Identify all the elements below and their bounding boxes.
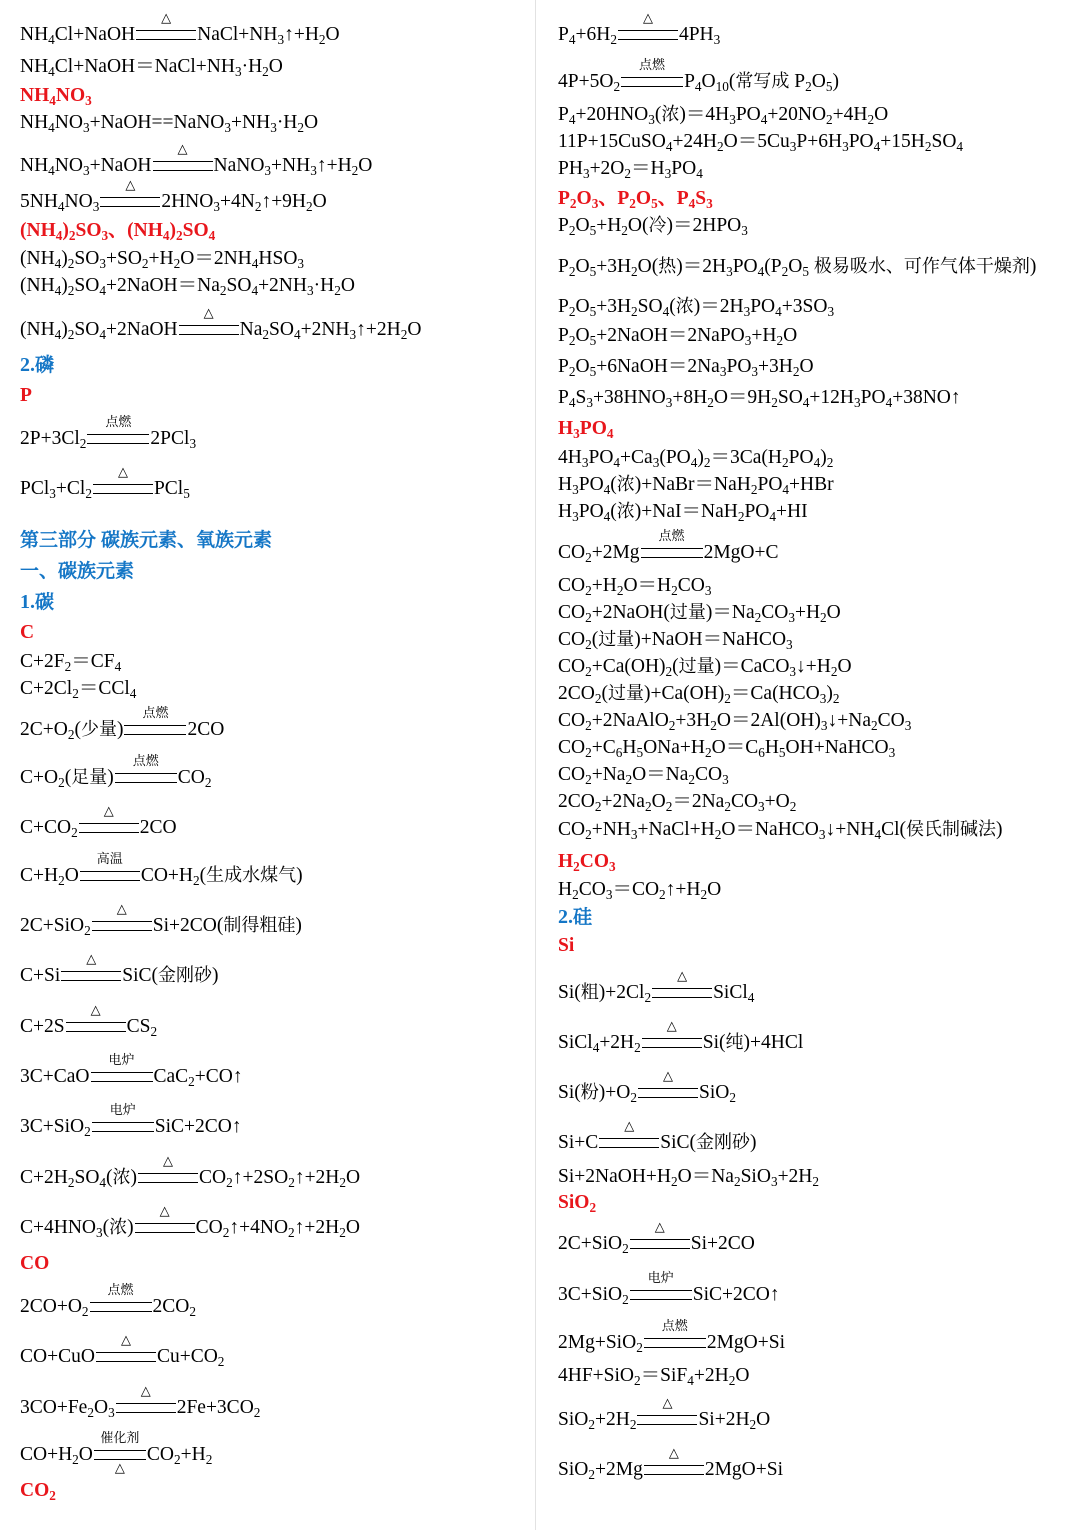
equation: $NH_4NO_3+NaOH==NaNO_3+NH_3\cdot H_2O$ — [20, 112, 319, 135]
conditional-equation — [20, 306, 422, 342]
condition-label: 点燃 — [661, 1319, 688, 1334]
conditional-equation — [20, 1204, 360, 1240]
products: $4PH_3$ — [678, 24, 721, 47]
reactants: $3CO+Fe_2O_3$ — [20, 1397, 115, 1420]
products: CaC$_2$+CO↑ — [153, 1066, 243, 1089]
condition-label: △ — [159, 1204, 170, 1219]
reaction-condition — [638, 1069, 698, 1098]
conditional-equation — [20, 902, 302, 938]
reaction-condition — [644, 1319, 706, 1348]
reactants: $P_4+6H_2$ — [558, 24, 617, 47]
condition-label: △ — [642, 11, 653, 26]
products: $NaCl+NH_3↑+H_2O$ — [197, 24, 340, 47]
equation: $H_3PO_4$(浓)$+NaI=NaH_2PO_4+HI$ — [558, 501, 808, 524]
conditional-equation — [20, 1283, 197, 1319]
compound-heading: P — [20, 385, 32, 406]
condition-label: △ — [161, 11, 172, 26]
equation: $NH_4Cl+NaOH=NaCl+NH_3\cdot H_2O$ — [20, 56, 283, 79]
products: SiC(金刚砂) — [122, 965, 219, 986]
equation: $C+2F_2=CF_4$ — [20, 651, 122, 674]
reaction-condition — [79, 804, 139, 833]
condition-label: △ — [677, 969, 688, 984]
equation: $2CO_2+2Na_2O_2=2Na_2CO_3+O_2$ — [558, 791, 797, 814]
products: SiC(金刚砂) — [660, 1132, 757, 1153]
condition-label: △ — [662, 1069, 673, 1084]
conditional-equation — [558, 1119, 757, 1155]
reaction-condition — [93, 465, 153, 494]
conditional-equation — [20, 754, 212, 790]
reaction-condition — [80, 852, 140, 881]
conditional-equation — [20, 952, 219, 988]
reaction-condition — [138, 1154, 198, 1183]
equation: $P_4+20HNO_3$(浓)$=4H_3PO_4+20NO_2+4H_2O$ — [558, 104, 889, 127]
equation: $CO_2+2NaOH$(过量)$=Na_2CO_3+H_2O$ — [558, 602, 841, 625]
conditional-equation — [558, 11, 721, 47]
equation: $P_2O_5+6NaOH=2Na_3PO_3+3H_2O$ — [558, 356, 814, 379]
reactants: $5NH_4NO_3$ — [20, 191, 100, 214]
reaction-condition — [642, 1019, 702, 1048]
products: 2MgO+Si — [706, 1332, 785, 1353]
reaction-condition — [179, 306, 239, 335]
reactants: $NH_4Cl+NaOH$ — [20, 24, 136, 47]
compound-heading: $NH_4NO_3$ — [20, 85, 92, 108]
equation: $P_2O_5+3H_2O$(热)$=2H_3PO_4(P_2O_5$ 极易吸水、可作气体干燥剂) — [558, 256, 1037, 279]
conditional-equation — [20, 1003, 158, 1039]
reactants: $PCl_3+Cl_2$ — [20, 478, 92, 501]
products: Si+2CO — [690, 1233, 755, 1254]
conditional-equation — [558, 529, 779, 565]
reaction-condition — [644, 1446, 704, 1475]
reactants: $SiO_2+2H_2$ — [558, 1409, 637, 1432]
products: 2CO — [187, 719, 225, 740]
equation: $CO_2$(过量)+NaOH＝NaHCO$_3$ — [558, 629, 793, 652]
condition-label: △ — [177, 142, 188, 157]
compound-heading: CO — [20, 1253, 50, 1274]
conditional-equation — [558, 1220, 755, 1256]
reaction-condition — [599, 1119, 659, 1148]
reaction-condition — [630, 1220, 690, 1249]
products: Si(纯)+4HCl — [702, 1032, 804, 1053]
conditional-equation — [20, 1384, 261, 1420]
condition-label: △ — [90, 1003, 101, 1018]
equation: $CO_2+H_2O=H_2CO_3$ — [558, 575, 712, 598]
conditional-equation — [20, 1333, 225, 1369]
section-heading: 第三部分 碳族元素、氧族元素 — [20, 529, 273, 551]
reaction-condition — [115, 754, 177, 783]
products: 2CO — [139, 817, 177, 838]
products: 2PCl$_3$ — [150, 428, 197, 451]
reaction-condition — [641, 529, 703, 558]
equation: $(NH_4)_2SO_4+2NaOH=Na_2SO_4+2NH_3\cdot H_2O$ — [20, 275, 355, 298]
reactants: $2CO+O_2$ — [20, 1296, 89, 1319]
conditional-equation — [20, 804, 177, 840]
products: $CO_2+H_2$ — [146, 1444, 213, 1467]
reactants: 2C+SiO$_2$ — [558, 1233, 629, 1256]
reactants: C+2S — [20, 1016, 65, 1037]
reactants: Si+C — [558, 1132, 599, 1153]
equation: $P_2O_5+2NaOH=2NaPO_3+H_2O$ — [558, 325, 798, 348]
conditional-equation — [558, 1446, 784, 1482]
conditional-equation — [558, 1069, 736, 1105]
conditional-equation — [558, 969, 755, 1005]
reactants: 2Mg+SiO$_2$ — [558, 1332, 643, 1355]
products: $Cu+CO_2$ — [156, 1346, 225, 1369]
compound-heading: $CO_2$ — [20, 1480, 56, 1503]
conditional-equation — [20, 1053, 243, 1089]
column-divider — [535, 0, 536, 1530]
products: $CO_2↑+4NO_2↑+2H_2O$ — [195, 1217, 360, 1240]
conditional-equation — [558, 1396, 771, 1432]
products: $Na_2SO_4+2NH_3↑+2H_2O$ — [239, 319, 422, 342]
equation: $CO_2+C_6H_5ONa+H_2O=C_6H_5OH+NaHCO_3$ — [558, 737, 896, 760]
condition-label: 催化剂 — [100, 1431, 140, 1446]
condition-label: 点燃 — [132, 754, 159, 769]
products: $2HNO_3+4N_2↑+9H_2O$ — [161, 191, 327, 214]
reaction-condition — [92, 902, 152, 931]
condition-label: △ — [662, 1396, 673, 1411]
condition-label: △ — [116, 902, 127, 917]
condition-label: 点燃 — [107, 1283, 134, 1298]
condition-label: △ — [140, 1384, 151, 1399]
condition-label: △ — [86, 952, 97, 967]
conditional-equation — [20, 142, 373, 178]
equation: $P_2O_5+H_2O$(冷)$=2HPO_3$ — [558, 215, 748, 238]
equation: $H_3PO_4$(浓)$+NaBr=NaH_2PO_4+HBr$ — [558, 474, 834, 497]
reaction-condition — [90, 1283, 152, 1312]
reactants: Si(粉)$+O_2$ — [558, 1082, 637, 1105]
equation: $P_4S_3+38HNO_3+8H_2O=9H_2SO_4+12H_3PO_4+38NO↑$ — [558, 387, 961, 410]
condition-label: 点燃 — [639, 58, 666, 73]
products: SiC+2CO↑ — [692, 1284, 780, 1305]
condition-label: △ — [163, 1154, 174, 1169]
section-heading: 2.硅 — [558, 906, 593, 928]
products: SiCl$_4$ — [713, 982, 755, 1005]
products: Si+2CO(制得粗硅) — [152, 915, 302, 936]
products: 2MgO+Si — [704, 1459, 784, 1480]
condition-sub-label: △ — [114, 1461, 125, 1476]
condition-label: 电炉 — [109, 1103, 136, 1118]
reaction-condition — [96, 1333, 156, 1362]
products: 2MgO+C — [703, 542, 779, 563]
section-heading: 一、碳族元素 — [20, 560, 135, 582]
condition-label: 点燃 — [658, 529, 685, 544]
equation: $2CO_2$(过量)$+Ca(OH)_2=Ca(HCO_3)_2$ — [558, 683, 840, 706]
equation: $CO_2+NH_3+NaCl+H_2O=NaHCO_3↓+NH_4Cl$(侯氏制碱法) — [558, 819, 1003, 842]
condition-label: 电炉 — [108, 1053, 135, 1068]
conditional-equation — [20, 415, 197, 451]
reaction-condition — [91, 1053, 153, 1082]
conditional-equation — [20, 1154, 361, 1190]
reaction-condition — [621, 58, 683, 87]
reactants: $4P+5O_2$ — [558, 71, 621, 94]
condition-label: △ — [120, 1333, 131, 1348]
conditional-equation — [558, 1271, 780, 1307]
reactants: $C+2H_2SO_4$(浓) — [20, 1167, 138, 1190]
conditional-equation — [558, 1319, 785, 1355]
reactants: Si(粗)$+2Cl_2$ — [558, 982, 652, 1005]
condition-label: △ — [117, 465, 128, 480]
reactants: $C+O_2$(足量) — [20, 767, 114, 790]
section-heading: 1.碳 — [20, 591, 55, 613]
conditional-equation — [20, 1431, 213, 1476]
equation: $C+2Cl_2=CCl_4$ — [20, 678, 137, 701]
reactants: 3C+SiO$_2$ — [20, 1116, 91, 1139]
condition-label: 电炉 — [647, 1271, 674, 1286]
conditional-equation — [20, 852, 303, 888]
products: $NaNO_3+NH_3↑+H_2O$ — [213, 155, 373, 178]
conditional-equation — [20, 1103, 242, 1139]
products: PCl$_5$ — [153, 478, 190, 501]
products: $CO+H_2$(生成水煤气) — [140, 865, 303, 888]
conditional-equation — [558, 1019, 804, 1055]
products: SiO$_2$ — [698, 1082, 736, 1105]
condition-label: 点燃 — [142, 706, 169, 721]
equation: $4HF+SiO_2=SiF_4+2H_2O$ — [558, 1365, 750, 1388]
condition-label: △ — [103, 804, 114, 819]
reactants: $C+4HNO_3$(浓) — [20, 1217, 134, 1240]
condition-label: △ — [125, 178, 136, 193]
reaction-condition — [100, 178, 160, 207]
equation: $Si+2NaOH+H_2O=Na_2SiO_3+2H_2$ — [558, 1166, 820, 1189]
equation: $CO_2+2NaAlO_2+3H_2O=2Al(OH)_3↓+Na_2CO_3$ — [558, 710, 912, 733]
products: $2CO_2$ — [152, 1296, 197, 1319]
condition-label: △ — [624, 1119, 635, 1134]
products: $2Fe+3CO_2$ — [176, 1397, 261, 1420]
condition-label: 点燃 — [105, 415, 132, 430]
reactants: $C+H_2O$ — [20, 865, 79, 888]
reactants: C+Si — [20, 965, 61, 986]
reaction-condition — [136, 11, 196, 40]
reactants: $NH_4NO_3+NaOH$ — [20, 155, 152, 178]
compound-heading: $P_2O_3$、$P_2O_5$、$P_4S_3$ — [558, 187, 713, 211]
reaction-condition — [630, 1271, 692, 1300]
products: $CS_2$ — [126, 1016, 158, 1039]
reactants: SiO$_2$+2Mg — [558, 1459, 643, 1482]
equation: $H_2CO_3=CO_2↑+H_2O$ — [558, 879, 722, 902]
condition-label: △ — [666, 1019, 677, 1034]
reactants: $CO_2+2Mg$ — [558, 542, 640, 565]
reaction-condition — [66, 1003, 126, 1032]
reaction-condition — [87, 415, 149, 444]
reaction-condition — [61, 952, 121, 981]
equation: $4H_3PO_4+Ca_3(PO_4)_2=3Ca(H_2PO_4)_2$ — [558, 447, 834, 470]
compound-heading: C — [20, 622, 35, 643]
products: SiC+2CO↑ — [154, 1116, 242, 1137]
compound-heading: $H_3PO_4$ — [558, 418, 614, 441]
reaction-condition — [153, 142, 213, 171]
conditional-equation — [558, 58, 839, 94]
section-heading: 2.磷 — [20, 354, 55, 376]
equation: $P_2O_5+3H_2SO_4$(浓)$=2H_3PO_4+3SO_3$ — [558, 296, 835, 319]
reactants: CO+CuO — [20, 1346, 95, 1367]
compound-heading: $(NH_4)_2SO_3$、$(NH_4)_2SO_4$ — [20, 219, 216, 243]
reaction-condition — [618, 11, 678, 40]
reaction-condition — [94, 1431, 146, 1476]
reaction-condition — [637, 1396, 697, 1425]
equation: $PH_3+2O_2=H_3PO_4$ — [558, 158, 703, 181]
reactants: $2C+O_2$(少量) — [20, 719, 124, 742]
conditional-equation — [20, 178, 327, 214]
condition-label: 高温 — [96, 852, 123, 867]
reaction-condition — [116, 1384, 176, 1413]
compound-heading: SiO$_2$ — [558, 1192, 597, 1215]
reactants: $2P+3Cl_2$ — [20, 428, 87, 451]
equation: $CO_2+Ca(OH)_2$(过量)$=CaCO_3↓+H_2O$ — [558, 656, 852, 679]
equation: $(NH_4)_2SO_3+SO_2+H_2O=2NH_4HSO_3$ — [20, 248, 305, 271]
reactants: $SiCl_4+2H_2$ — [558, 1032, 641, 1055]
reactants: $C+CO_2$ — [20, 817, 78, 840]
reactants: 3C+SiO$_2$ — [558, 1284, 629, 1307]
reaction-condition — [124, 706, 186, 735]
products: $Si+2H_2O$ — [698, 1409, 771, 1432]
reactants: $CO+H_2O$ — [20, 1444, 93, 1467]
compound-heading: Si — [558, 935, 575, 956]
products: $CO_2$ — [177, 767, 212, 790]
reactants: $(NH_4)_2SO_4+2NaOH$ — [20, 319, 178, 342]
condition-label: △ — [668, 1446, 679, 1461]
reaction-condition — [652, 969, 712, 998]
conditional-equation — [20, 11, 340, 47]
condition-label: △ — [203, 306, 214, 321]
conditional-equation — [20, 706, 225, 742]
conditional-equation — [20, 465, 190, 501]
compound-heading: $H_2CO_3$ — [558, 851, 616, 874]
reactants: 3C+CaO — [20, 1066, 90, 1087]
products: $P_4O_{10}$(常写成 $P_2O_5$) — [684, 71, 839, 94]
reactants: 2C+SiO$_2$ — [20, 915, 91, 938]
equation: $CO_2+Na_2O=Na_2CO_3$ — [558, 764, 729, 787]
equation: $11P+15CuSO_4+24H_2O=5Cu_3P+6H_3PO_4+15H_2SO_4$ — [558, 131, 964, 154]
reaction-condition — [135, 1204, 195, 1233]
condition-label: △ — [654, 1220, 665, 1235]
reaction-condition — [92, 1103, 154, 1132]
products: $CO_2↑+2SO_2↑+2H_2O$ — [199, 1167, 361, 1190]
